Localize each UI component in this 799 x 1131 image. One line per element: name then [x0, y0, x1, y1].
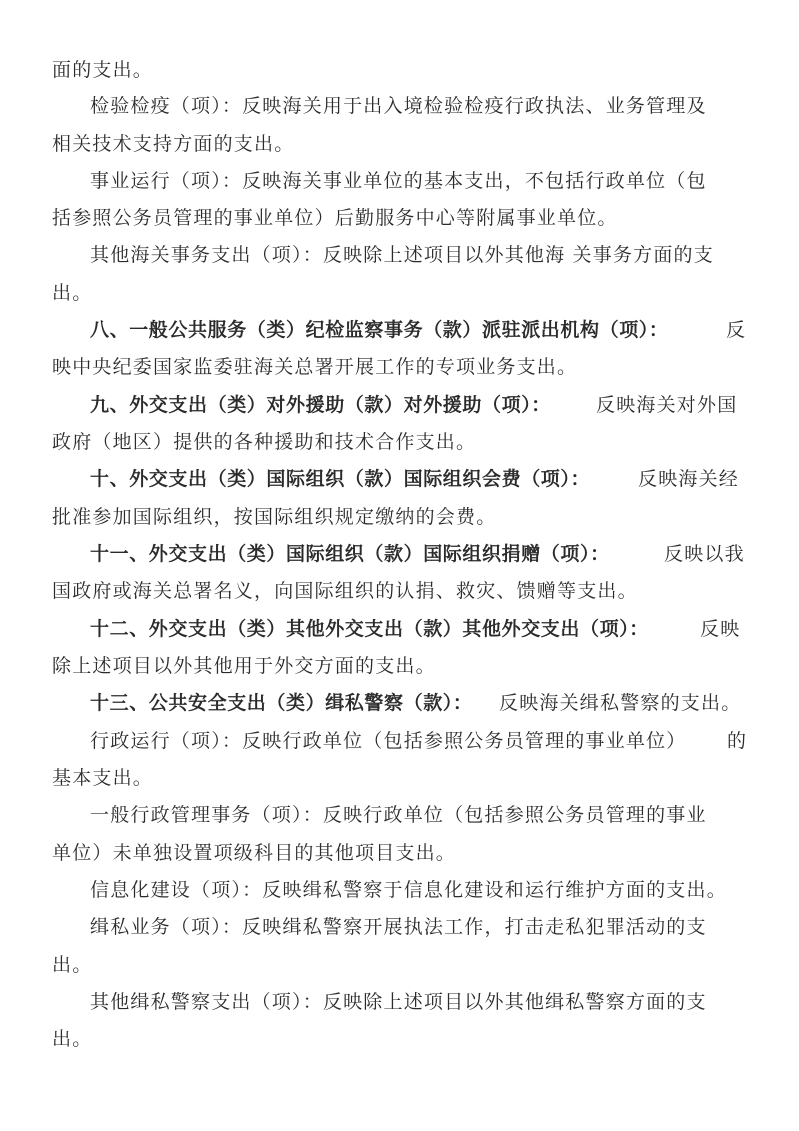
- text-line: 基本支出。: [52, 767, 154, 789]
- section-heading: 十、外交支出（类）国际组织（款）国际组织会费（项）：: [90, 468, 591, 490]
- text-line: 其他海关事务支出（项）：反映除上述项目以外其他海 关事务方面的支: [90, 244, 714, 266]
- text-line: 出。: [52, 954, 93, 976]
- section-heading: 十三、公共安全支出（类）缉私警察（款）：: [90, 692, 473, 714]
- text-line: 事业运行（项）：反映海关事业单位的基本支出，不包括行政单位（包: [90, 170, 707, 192]
- text-line: 括参照公务员管理的事业单位）后勤服务中心等附属事业单位。: [52, 207, 618, 229]
- text-line: 批准参加国际组织，按国际组织规定缴纳的会费。: [52, 506, 497, 528]
- text-line: 其他缉私警察支出（项）：反映除上述项目以外其他缉私警察方面的支: [90, 991, 707, 1013]
- section-heading: 八、一般公共服务（类）纪检监察事务（款）派驻派出机构（项）：: [90, 319, 669, 341]
- text-line: 反映海关对外国: [596, 394, 738, 416]
- text-line: 检验检疫（项）：反映海关用于出入境检验检疫行政执法、业务管理及: [90, 95, 707, 117]
- text-line: 信息化建设（项）：反映缉私警察于信息化建设和运行维护方面的支出。: [90, 879, 727, 901]
- text-line: 单位）未单独设置项级科目的其他项目支出。: [52, 842, 457, 864]
- text-line: 反映以我: [664, 543, 745, 565]
- text-line: 映中央纪委国家监委驻海关总署开展工作的专项业务支出。: [52, 356, 578, 378]
- section-heading: 十二、外交支出（类）其他外交支出（款）其他外交支出（项）：: [90, 618, 649, 640]
- text-line: 反映: [700, 618, 741, 640]
- text-line: 反映海关经: [638, 468, 740, 490]
- text-line: 缉私业务（项）：反映缉私警察开展执法工作，打击走私犯罪活动的支: [90, 916, 707, 938]
- text-line: 政府（地区）提供的各种援助和技术合作支出。: [52, 431, 477, 453]
- text-line: 出。: [52, 1028, 93, 1050]
- text-line: 相关技术支持方面的支出。: [52, 133, 295, 155]
- text-line: 的: [727, 730, 748, 752]
- text-line: 一般行政管理事务（项）：反映行政单位（包括参照公务员管理的事业: [90, 804, 707, 826]
- text-line: 国政府或海关总署名义，向国际组织的认捐、救灾、馈赠等支出。: [52, 580, 638, 602]
- text-line: 除上述项目以外其他用于外交方面的支出。: [52, 655, 436, 677]
- section-heading: 十一、外交支出（类）国际组织（款）国际组织捐赠（项）：: [90, 543, 610, 565]
- text-line: 行政运行（项）：反映行政单位（包括参照公务员管理的事业单位）: [90, 730, 687, 752]
- text-line: 反映海关缉私警察的支出。: [499, 692, 742, 714]
- text-line: 反: [726, 319, 747, 341]
- text-line: 出。: [52, 282, 93, 304]
- section-heading: 九、外交支出（类）对外援助（款）对外援助（项）：: [90, 394, 551, 416]
- text-line: 面的支出。: [52, 59, 154, 81]
